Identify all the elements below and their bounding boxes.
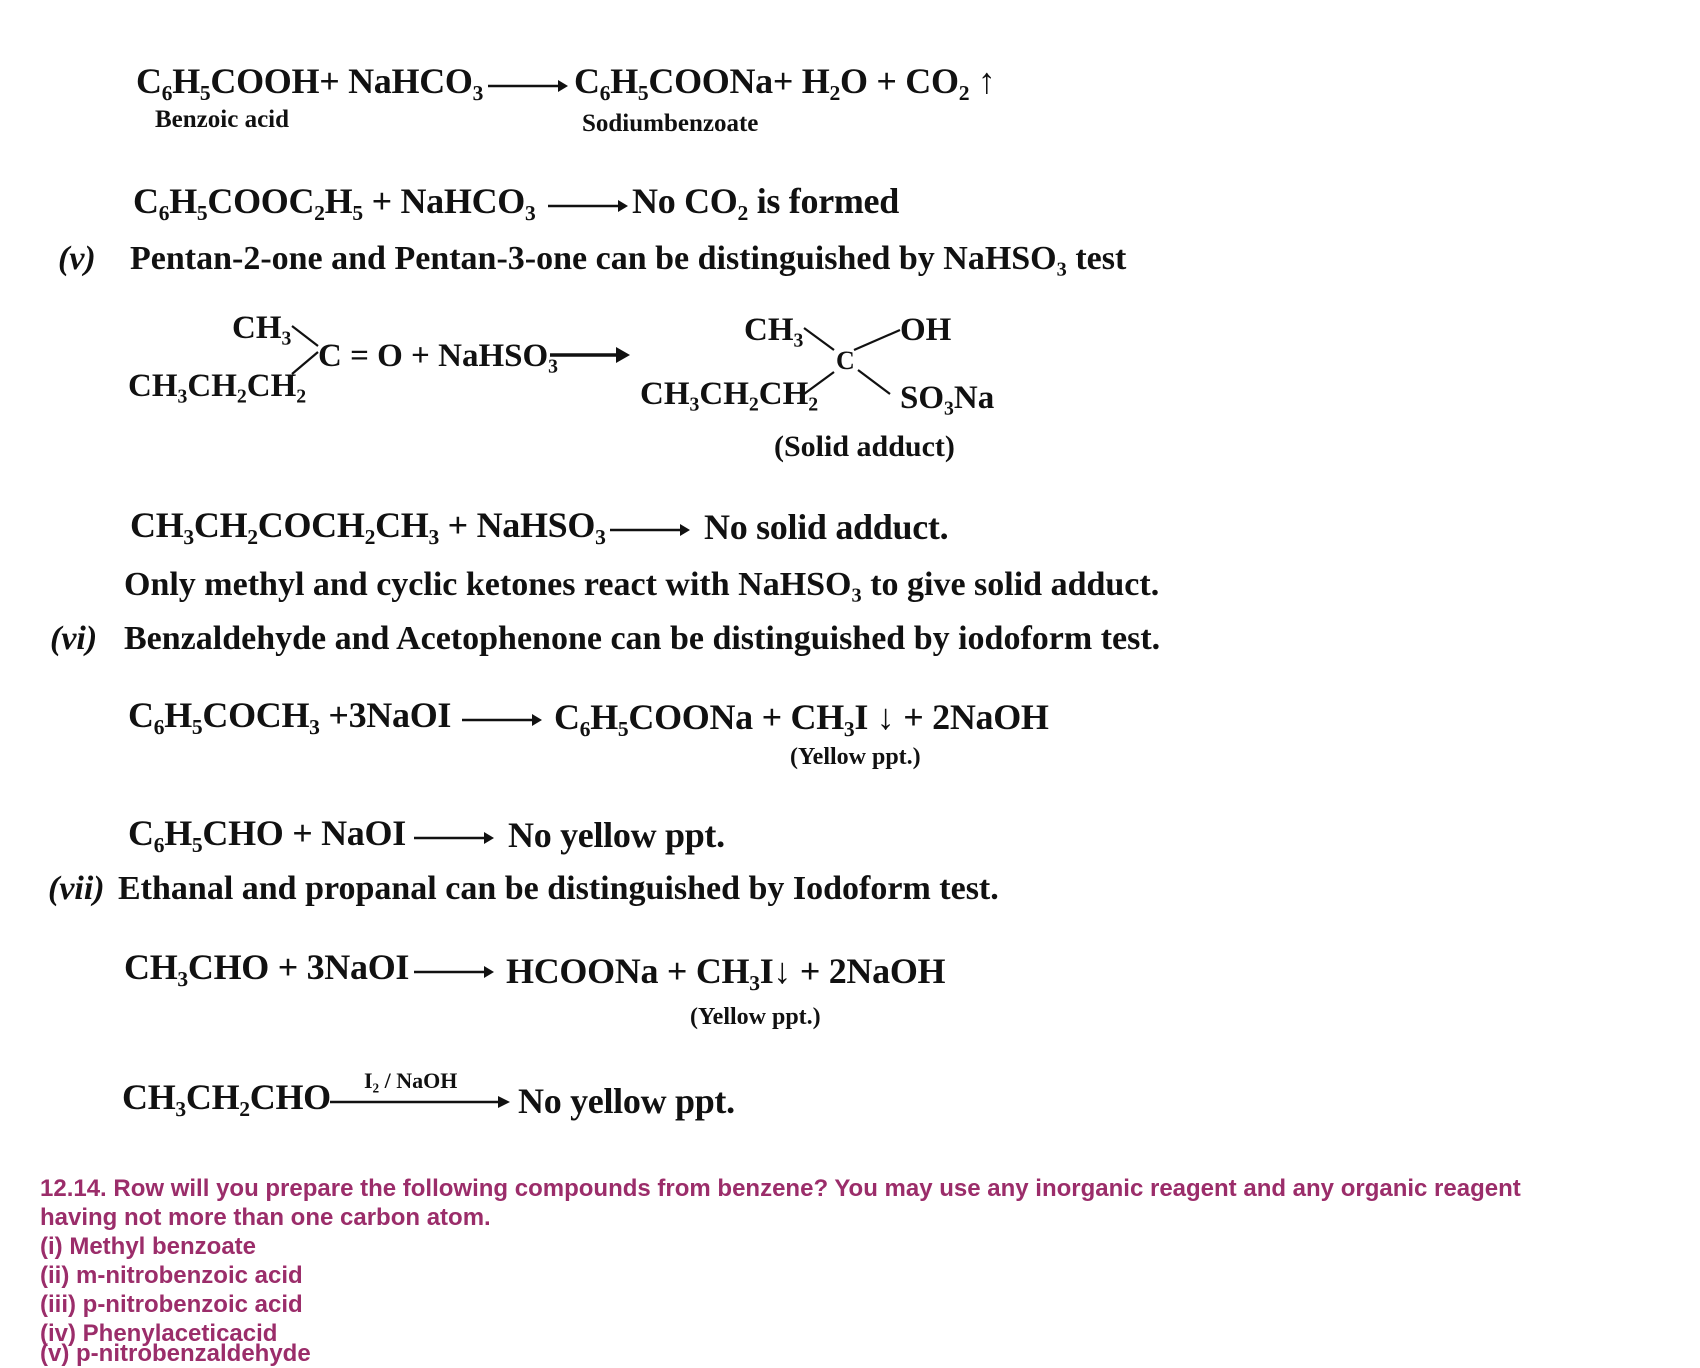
- eq2-reactants: C₆H₅COOC₂H₅ + NaHCO₃: [133, 181, 536, 221]
- item-vii-text: Ethanal and propanal can be distinguished by Iodoform test.: [118, 870, 999, 907]
- struct1-left-bottom: CH₃CH₂CH₂: [128, 368, 307, 404]
- eq7-condition: I₂ / NaOH: [364, 1068, 458, 1093]
- item-vii-number: (vii): [48, 870, 105, 907]
- eq1-products: C₆H₅COONa+ H₂O + CO₂ ↑: [574, 61, 996, 101]
- reaction-arrow-icon: [550, 346, 630, 364]
- reaction-arrow-icon: [462, 712, 542, 728]
- struct1-note: (Solid adduct): [774, 430, 955, 463]
- item-v-number: (v): [58, 240, 96, 277]
- eq1-product-label: Sodiumbenzoate: [582, 110, 759, 137]
- note-v: Only methyl and cyclic ketones react with NaHSO₃ to give solid adduct.: [124, 566, 1160, 603]
- question-item: (i) Methyl benzoate: [40, 1233, 257, 1260]
- struct1-right-top-left: CH₃: [744, 312, 804, 348]
- reaction-arrow-icon: [488, 78, 568, 94]
- reaction-arrow-icon: [414, 830, 494, 846]
- question-item: (ii) m-nitrobenzoic acid: [40, 1262, 303, 1289]
- question-item: (iv) Phenylaceticacid: [40, 1320, 278, 1347]
- eq6-products: HCOONa + CH₃I↓ + 2NaOH: [506, 951, 946, 991]
- eq2-products: No CO₂ is formed: [632, 181, 899, 221]
- question-item: (v) p-nitrobenzaldehyde: [40, 1340, 311, 1367]
- item-v-text: Pentan-2-one and Pentan-3-one can be distinguished by NaHSO₃ test: [130, 240, 1127, 277]
- question-intro-line2: having not more than one carbon atom.: [40, 1204, 491, 1231]
- eq5-products: No yellow ppt.: [508, 815, 725, 855]
- struct1-right-bottom-right: SO₃Na: [900, 380, 995, 416]
- eq7-reactants: CH₃CH₂CHO: [122, 1077, 331, 1117]
- eq4-products: C₆H₅COONa + CH₃I ↓ + 2NaOH: [554, 697, 1049, 737]
- struct1-center: C = O + NaHSO₃: [318, 338, 559, 374]
- eq5-reactants: C₆H₅CHO + NaOI: [128, 813, 406, 853]
- reaction-arrow-icon: [610, 522, 690, 538]
- eq3-products: No solid adduct.: [704, 507, 949, 547]
- question-intro-line1: 12.14. Row will you prepare the following compounds from benzene? You may use any inorganic reagent and any organic reagent: [40, 1175, 1521, 1202]
- eq1-reactants: C₆H₅COOH+ NaHCO₃: [136, 61, 484, 101]
- reaction-arrow-icon: [548, 198, 628, 214]
- eq3-reactants: CH₃CH₂COCH₂CH₃ + NaHSO₃: [130, 505, 606, 545]
- eq4-reactants: C₆H₅COCH₃ +3NaOI: [128, 695, 452, 735]
- item-vi-number: (vi): [50, 620, 98, 657]
- bond-lines: [290, 320, 320, 380]
- eq1-reactant-label: Benzoic acid: [155, 106, 290, 133]
- reaction-arrow-icon: [330, 1094, 510, 1110]
- eq4-note: (Yellow ppt.): [790, 744, 921, 770]
- struct1-right-bottom-left: CH₃CH₂CH₂: [640, 376, 819, 412]
- eq6-reactants: CH₃CHO + 3NaOI: [124, 947, 410, 987]
- eq6-note: (Yellow ppt.): [690, 1004, 821, 1030]
- reaction-arrow-icon: [414, 964, 494, 980]
- question-item: (iii) p-nitrobenzoic acid: [40, 1291, 303, 1318]
- struct1-left-top: CH₃: [232, 310, 292, 346]
- eq7-products: No yellow ppt.: [518, 1081, 735, 1121]
- item-vi-text: Benzaldehyde and Acetophenone can be distinguished by iodoform test.: [124, 620, 1161, 657]
- struct1-carbon: C: [836, 346, 855, 375]
- struct1-right-top-right: OH: [900, 312, 952, 348]
